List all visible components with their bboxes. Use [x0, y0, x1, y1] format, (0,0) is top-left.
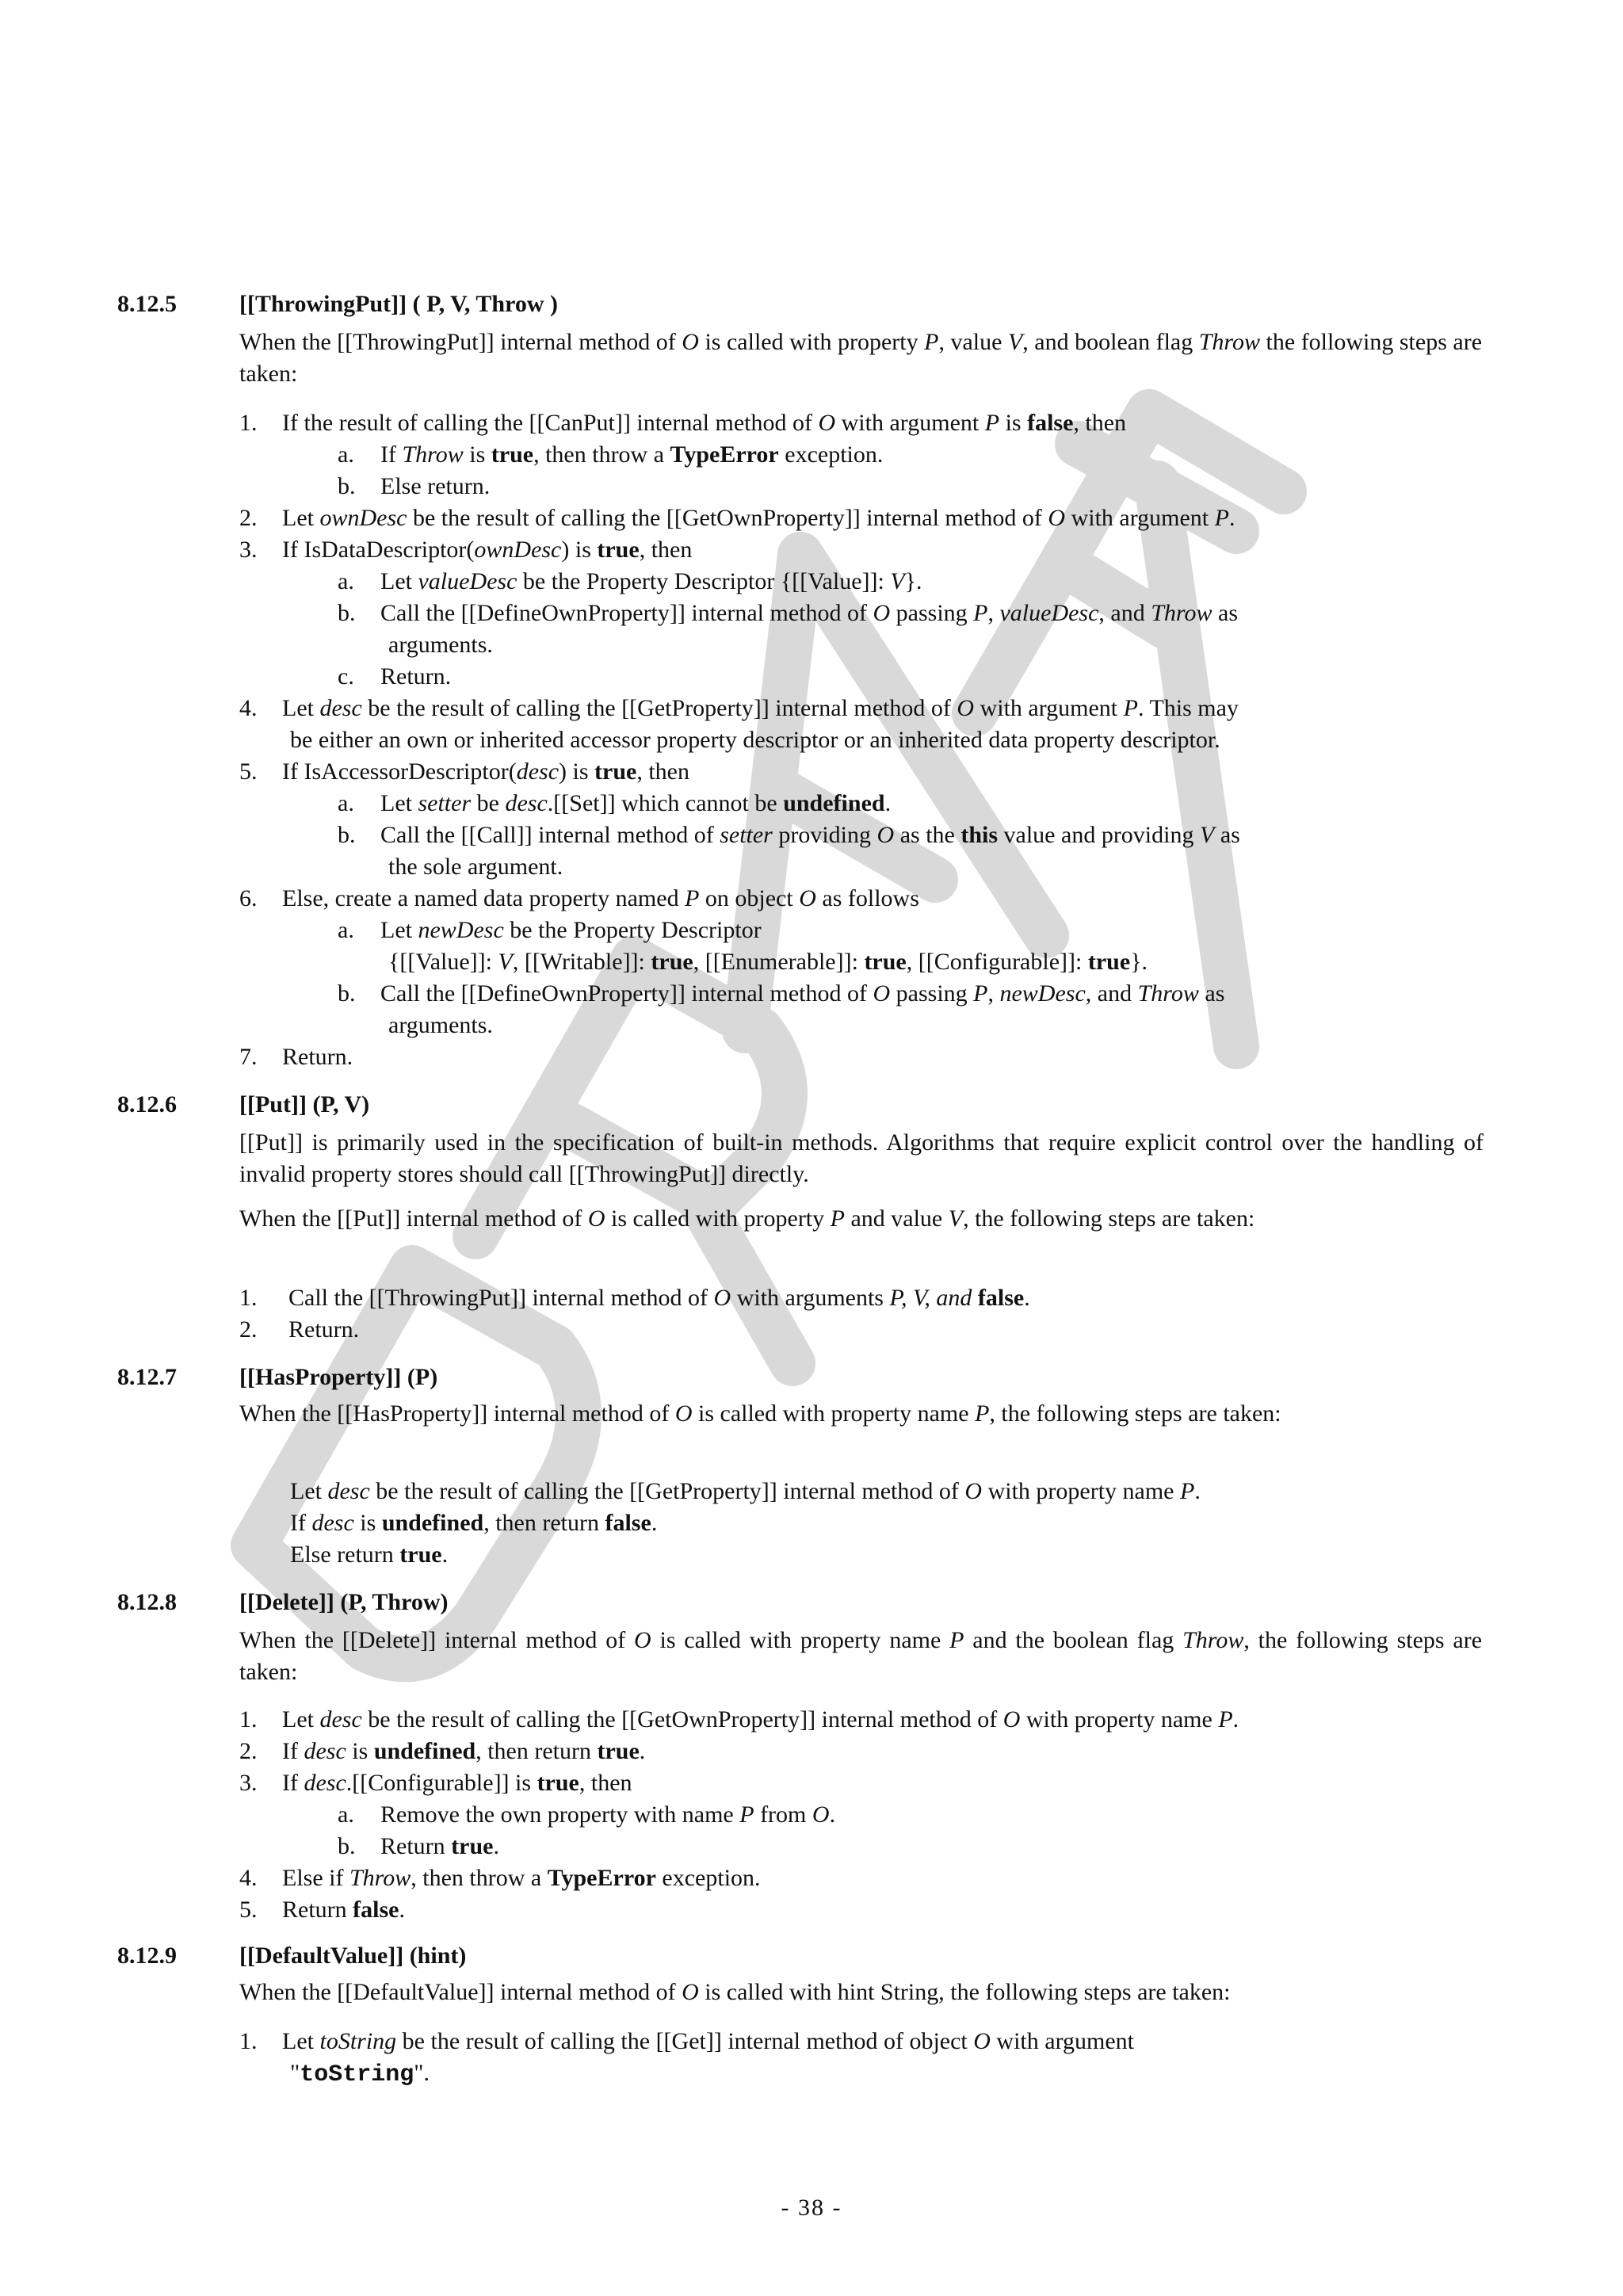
section-heading-8-12-8: [117, 1585, 1512, 1620]
section-paragraph: [[Put]] is primarily used in the specification of built-in methods. Algorithms that require explicit control over the handling of invalid property stores should call [[ThrowingPut]] directly.: [239, 1129, 1484, 1187]
page-content: 8.12.5 [[ThrowingPut]] ( P, V, Throw ) When the [[ThrowingPut]] internal method of O is called with property P, value V, and boolean flag Throw the following steps are taken: 1. If the result of calling the [[CanPut]] internal method of O with argument P is false, then a. If Throw is true, then throw a TypeError exception. b. Else return. 2. Let ownDesc be the result of calling the [[GetOwnProperty]] internal method of O with argument P. 3. If IsDataDescriptor(ownDesc) is true, then a. Let valueDesc be the Property Descriptor {[[Value]]: V}. b. Call the [[DefineOwnProperty]] internal method of O passing P, valueDesc, and Throw as arguments. c. Return. 4. Let desc be the result of calling the [[GetProperty]] internal method of O with argument P. This may be either an own or inherited accessor property descriptor or an inherited data property descriptor. 5. If IsAccessorDescriptor(desc) is true, then a. Let setter be desc.[[Set]] which cannot be undefined. b. Call the [[Call]] internal method of setter providing O as the this value and providing V as the sole argument. 6. Else, create a named data property named P on object O as follows a. Let newDesc be the Property Descriptor {[[Value]]: V, [[Writable]]: true, [[Enumerable]]: true, [[Configurable]]: true}. b. Call the [[DefineOwnProperty]] internal method of O passing P, newDesc, and Throw as arguments. 7. Return. 8.12.6 [[Put]] (P, V) [[Put]] is primarily used in the specification of built-in methods. Algorithms that require explicit control over the handling of invalid property stores should call [[ThrowingPut]] directly. When the [[Put]] internal method of O is called with property P and value V, the following steps are taken: 1. Call the [[ThrowingPut]] internal method of O with arguments P, V, and false. 2. Return. 8.12.7 [[HasProperty]] (P) When the [[HasProperty]] internal method of O is called with property name P, the following steps are taken: Let desc be the result of calling the [[GetProperty]] internal method of O with property name P. If desc is undefined, then return false. Else return true. 8.12.8 [[Delete]] (P, Throw) When the [[Delete]] internal method of O is called with property name P and the boolean flag Throw, the following steps are taken: 1. Let desc be the result of calling the [[GetOwnProperty]] internal method of O with property name P. 2. If desc is undefined, then return true. 3. If desc.[[Configurable]] is true, then a. Remove the own property with name P from O. b. Return true. 4. Else if Throw, then throw a TypeError exception. 5. Return false. 8.12.9 [[DefaultValue]] (hint) When the [[DefaultValue]] internal method of O is called with hint String, the following steps are taken: 1. Let toString be the result of calling the [[Get]] internal method of object O with argument "toString". - 38 -: [0, 0, 1623, 2296]
section-title: [[Delete]] (P, Throw): [239, 1589, 449, 1615]
section-intro: When the [[ThrowingPut]] internal method of O is called with property P, value V, and boolean flag Throw the following steps are taken:: [239, 329, 1483, 387]
section-heading-8-12-6: [117, 1087, 1512, 1122]
section-paragraph: When the [[HasProperty]] internal method of O is called with property name P, the following steps are taken:: [239, 1400, 1281, 1427]
section-number: 8.12.5: [117, 291, 177, 317]
section-title: [[HasProperty]] (P): [239, 1364, 438, 1390]
section-number: 8.12.8: [117, 1589, 177, 1615]
section-heading-8-12-9: [117, 1939, 1512, 1973]
section-title: [[ThrowingPut]] ( P, V, Throw ): [239, 291, 559, 317]
section-title: [[Put]] (P, V): [239, 1091, 370, 1117]
page-number: - 38 -: [781, 2195, 842, 2221]
section-number: 8.12.6: [117, 1091, 177, 1117]
section-heading-8-12-7: [117, 1360, 1512, 1395]
section-title: [[DefaultValue]] (hint): [239, 1943, 467, 1969]
section-paragraph: When the [[Delete]] internal method of O is called with property name P and the boolean flag Throw, the following steps are taken:: [239, 1627, 1483, 1685]
section-number: 8.12.7: [117, 1364, 177, 1390]
section-number: 8.12.9: [117, 1943, 177, 1969]
section-heading-8-12-5: [117, 287, 1512, 322]
section-paragraph: When the [[Put]] internal method of O is called with property P and value V, the following steps are taken:: [239, 1205, 1255, 1232]
